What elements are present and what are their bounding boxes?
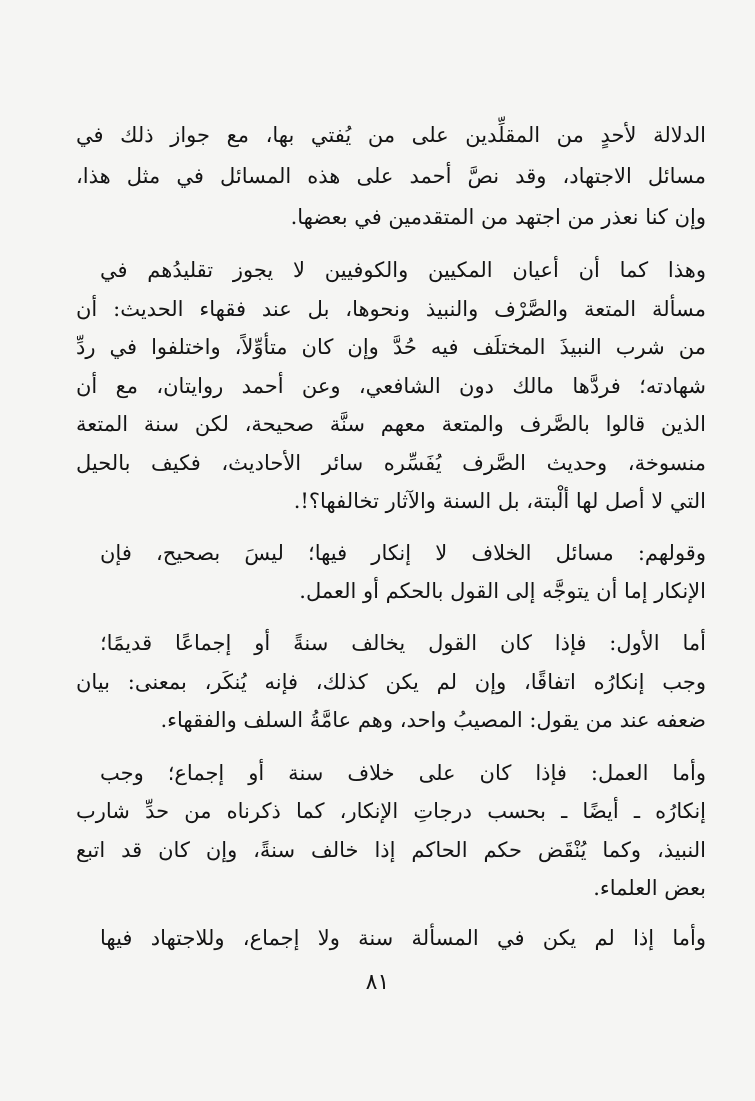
text-line: الذين قالوا بالصَّرف والمتعة معهم سنَّة صحيحة، لكن سنة المتعة — [76, 412, 706, 436]
text-line: الإنكار إما أن يتوجَّه إلى القول بالحكم أو العمل. — [299, 579, 706, 603]
text-line: وأما إذا لم يكن في المسألة سنة ولا إجماع، وللاجتهاد فيها — [100, 926, 706, 950]
text-line: شهادته؛ فردَّها مالك دون الشافعي، وعن أحمد روايتان، مع أن — [76, 374, 706, 398]
text-line: من شرب النبيذَ المختلَف فيه حُدَّ وإن كان متأوِّلاً، واختلفوا في ردِّ — [76, 335, 706, 359]
text-line: وقولهم: مسائل الخلاف لا إنكار فيها؛ ليسَ بصحيح، فإن — [100, 541, 706, 565]
text-line: التي لا أصل لها ألْبتة، بل السنة والآثار تخالفها؟!. — [293, 489, 706, 513]
text-line: وأما العمل: فإذا كان على خلاف سنة أو إجماع؛ وجب — [100, 761, 706, 785]
text-line: منسوخة، وحديث الصَّرف يُفَسِّره سائر الأحاديث، فكيف بالحيل — [76, 451, 706, 475]
text-line: مسألة المتعة والصَّرْف والنبيذ ونحوها، بل عند فقهاء الحديث: أن — [76, 297, 706, 321]
text-line: أما الأول: فإذا كان القول يخالف سنةً أو إجماعًا قديمًا؛ — [100, 631, 706, 655]
text-line: مسائل الاجتهاد، وقد نصَّ أحمد على هذه المسائل في مثل هذا، — [76, 164, 706, 188]
text-line: الدلالة لأحدٍ من المقلِّدين على من يُفتي بها، مع جواز ذلك في — [76, 123, 706, 147]
text-line: وهذا كما أن أعيان المكيين والكوفيين لا يجوز تقليدُهم في — [100, 258, 706, 282]
text-line: وإن كنا نعذر من اجتهد من المتقدمين في بعضها. — [290, 205, 706, 229]
text-line: إنكارُه ـ أيضًا ـ بحسب درجاتِ الإنكار، كما ذكرناه من حدِّ شارب — [76, 799, 706, 823]
text-line: النبيذ، وكما يُنْقَض حكم الحاكم إذا خالف سنةً، وإن كان قد اتبع — [76, 838, 706, 862]
text-line: ضعفه عند من يقول: المصيبُ واحد، وهم عامَّةُ السلف والفقهاء. — [160, 708, 706, 732]
text-line: وجب إنكارُه اتفاقًا، وإن لم يكن كذلك، فإنه يُنكَر، بمعنى: بيان — [76, 670, 706, 694]
text-line: بعض العلماء. — [593, 876, 706, 900]
page-number: ٨١ — [365, 970, 390, 995]
